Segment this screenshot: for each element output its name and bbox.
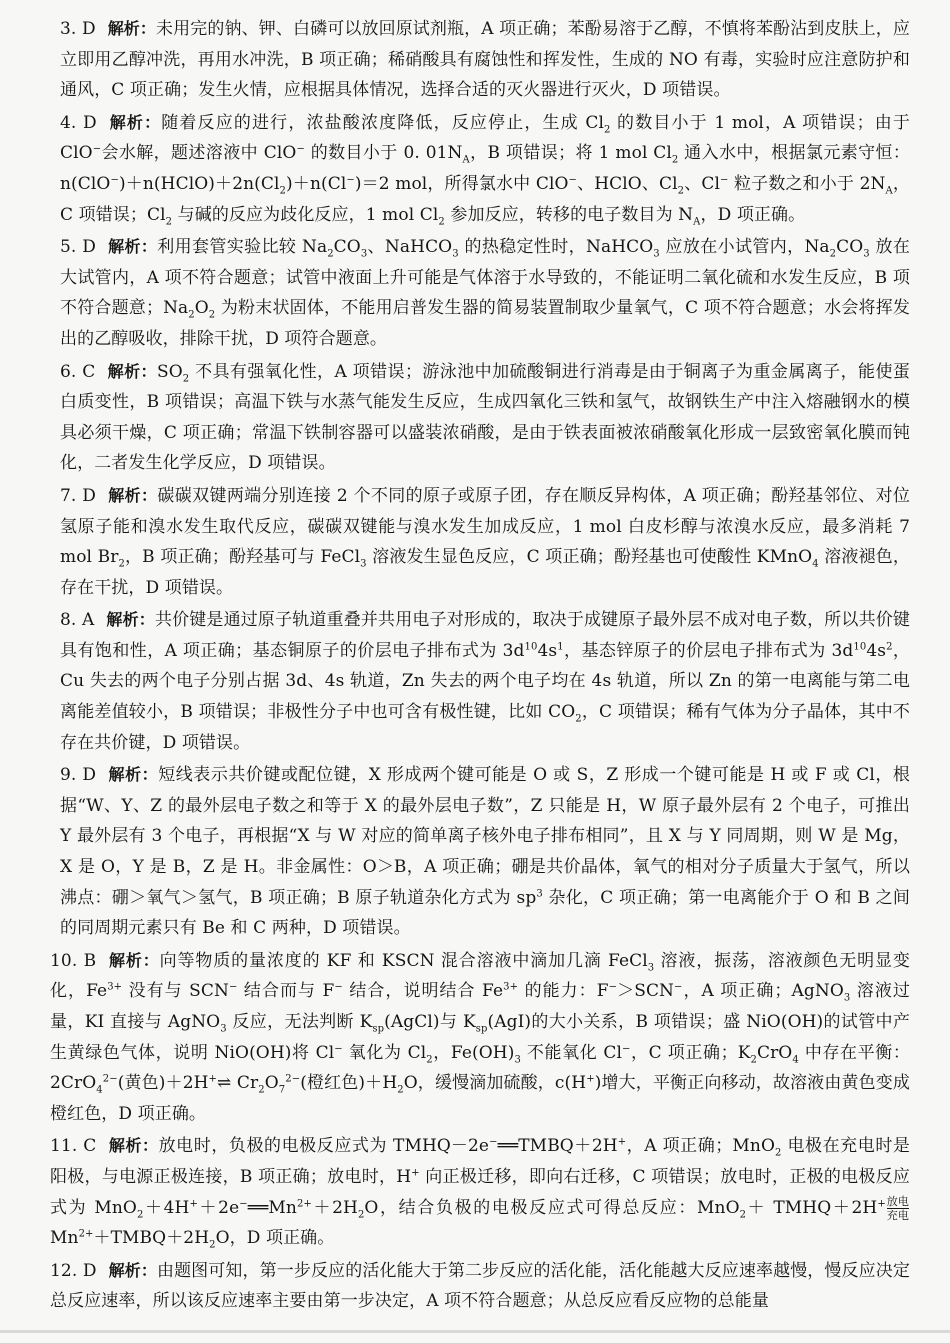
superscript: 2+	[78, 1228, 94, 1240]
analysis-text: 溶液过量，KI 直接与 AgNO	[50, 981, 910, 1032]
subscript: 2	[750, 1053, 757, 1065]
subscript: 2	[118, 558, 125, 570]
analysis-label: 解析：	[107, 485, 158, 505]
analysis-text: O，D 项正确。	[215, 1228, 335, 1249]
answer-number: 5. D	[60, 237, 96, 258]
analysis-text: (AgCl)与 K	[384, 1012, 476, 1032]
analysis-text: 反应，无法判断 K	[226, 1012, 373, 1032]
superscript: 2−	[102, 1073, 118, 1085]
answer-item-8	[32, 605, 910, 758]
answer-number: 7. D	[60, 485, 96, 506]
subscript: 4	[792, 1053, 799, 1065]
answer-paragraph	[60, 357, 910, 479]
subscript: sp	[372, 1023, 385, 1035]
analysis-text: 与碱的反应为歧化反应，1 mol Cl	[172, 204, 439, 225]
superscript: −	[719, 174, 729, 186]
superscript: 2−	[285, 1073, 301, 1085]
answer-item-11	[22, 1131, 910, 1253]
superscript: −	[334, 981, 343, 993]
superscript: +	[189, 1197, 198, 1209]
subscript: 2	[182, 372, 190, 384]
superscript: 2+	[296, 1197, 312, 1209]
analysis-text: ，Fe(OH)	[432, 1042, 515, 1063]
answer-item-6	[32, 357, 910, 479]
superscript: 3+	[503, 981, 519, 993]
analysis-text: 的数目小于 0. 01N	[304, 143, 463, 164]
analysis-label: 解析：	[107, 237, 158, 257]
subscript: A	[885, 185, 893, 197]
answer-paragraph	[50, 1131, 910, 1253]
analysis-text: 粒子数之和小于 2N	[728, 173, 886, 194]
analysis-text: CrO	[756, 1042, 793, 1063]
analysis-text: 杂化，C 项正确；第一电离能介于 O 和 B 之间的同周期元素只有 Be 和 C 两种，D 项错误。	[60, 887, 910, 939]
subscript: 2	[575, 713, 582, 725]
analysis-text: 的能力：F	[518, 981, 609, 1002]
analysis-text: (AgI)的大小关系，B 项错误；盛 NiO(OH)的试管中产生黄绿色气体，说明 NiO(OH)将 Cl	[50, 1012, 911, 1063]
subscript: 3	[653, 248, 660, 260]
answer-item-7	[32, 481, 910, 603]
analysis-text: 不能氧化 Cl	[520, 1042, 623, 1063]
subscript: 2	[604, 124, 611, 136]
superscript: +	[411, 1167, 420, 1179]
analysis-text: ══Mn	[247, 1197, 297, 1218]
superscript: 10	[853, 641, 867, 653]
answer-item-12	[22, 1256, 910, 1317]
analysis-text: 、Cl	[684, 173, 720, 194]
analysis-text: ，A 项正确；AgNO	[682, 981, 844, 1002]
analysis-text: ，B 项正确；酚羟基可与 FeCl	[124, 547, 361, 568]
analysis-text: 会水解，题述溶液中 ClO	[101, 143, 297, 164]
superscript: 2	[886, 641, 893, 653]
superscript: −	[334, 1042, 343, 1054]
subscript: 4	[96, 1084, 103, 1096]
analysis-text: ＋4H	[143, 1197, 190, 1218]
answer-paragraph	[60, 605, 910, 758]
superscript: −	[622, 1042, 631, 1054]
subscript: 2	[739, 1208, 747, 1220]
answer-paragraph	[50, 1256, 910, 1317]
analysis-text: 的数目小于 1 mol，A 项错误；由于 ClO	[60, 112, 910, 164]
analysis-text: 电极在充电时是阳极，与电源正极连接，B 项正确；放电时，H	[50, 1136, 910, 1187]
answer-item-3	[32, 14, 910, 106]
answer-paragraph	[60, 14, 910, 106]
analysis-label: 解析：	[108, 1136, 159, 1156]
analysis-text: 放电时，负极的电极反应式为 TMHQ－2e	[158, 1136, 490, 1157]
analysis-text: 放在大试管内，A 项不符合题意；试管中液面上升可能是气体溶于水导致的，不能证明二氧化硫和水发生反应，B 项不符合题意；Na	[60, 237, 911, 319]
analysis-text: ＋2H	[311, 1197, 358, 1218]
analysis-text: O，结合负极的电极反应式可得总反应：MnO	[364, 1197, 740, 1218]
subscript: 2	[188, 309, 195, 321]
analysis-text: ，基态锌原子的价层电子排布式为 3d	[563, 640, 854, 661]
superscript: −	[296, 143, 305, 155]
analysis-text: 不具有强氧化性，A 项错误；游泳池中加硫酸铜进行消毒是由于铜离子为重金属离子，能使蛋白质变性，B 项错误；高温下铁与水蒸气能发生反应，生成四氧化三铁和氢气，故钢铁生产中注入熔融钢水的模具必须干燥，C 项正确；常温下铁制容器可以盛装浓硝酸，是由于铁表面被浓硝酸氧化形成一层致密氧化膜而钝化，二者发生化学反应，D 项错误。	[60, 361, 910, 474]
analysis-text: 4s	[537, 640, 558, 661]
answer-paragraph	[60, 108, 910, 230]
subscript: 3	[452, 248, 459, 260]
superscript: 3+	[107, 981, 123, 993]
analysis-text: 没有与 SCN	[122, 981, 229, 1002]
superscript: −	[110, 174, 119, 186]
subscript: 3	[220, 1023, 227, 1035]
analysis-text: )＝2 mol，所得氯水中 ClO	[354, 173, 569, 194]
analysis-text: O	[194, 298, 209, 319]
analysis-text: ，D 项正确。	[700, 204, 806, 225]
subscript: 2	[397, 1084, 404, 1096]
analysis-text: 随着反应的进行，浓盐酸浓度降低，反应停止，生成 Cl	[161, 112, 605, 133]
analysis-text: ，C 项正确；K	[630, 1042, 751, 1063]
answer-number: 4. D	[60, 112, 97, 133]
answer-number: 12. D	[50, 1260, 97, 1281]
subscript: 2	[671, 154, 679, 166]
subscript: 2	[438, 215, 445, 227]
analysis-text: Mn	[50, 1228, 79, 1249]
superscript: 3	[536, 887, 543, 899]
answer-paragraph	[50, 946, 910, 1130]
analysis-label: 解析：	[107, 19, 157, 38]
analysis-label: 解析：	[108, 950, 160, 970]
superscript: 1	[557, 641, 564, 653]
subscript: A	[462, 154, 470, 166]
subscript: 3	[360, 248, 368, 260]
subscript: 3	[843, 992, 851, 1004]
answer-item-4	[32, 108, 910, 230]
analysis-text: 4s	[866, 640, 887, 661]
answer-item-9	[32, 760, 910, 944]
subscript: 3	[514, 1053, 521, 1065]
answer-number: 8. A	[60, 610, 95, 631]
superscript: +	[586, 1073, 595, 1085]
superscript: −	[239, 1197, 248, 1209]
analysis-text: ══TMBQ＋2H	[497, 1136, 618, 1157]
subscript: 2	[258, 1084, 265, 1096]
subscript: 2	[327, 248, 334, 260]
answer-paragraph	[60, 232, 910, 354]
answer-item-5	[32, 232, 910, 354]
analysis-text: 溶液褪色，存在干扰，D 项错误。	[60, 547, 910, 598]
subscript: sp	[475, 1023, 488, 1035]
analysis-text: 为粉末状固体，不能用启普发生器的简易装置制取少量氧气，C 项不符合题意；水会将挥发出的乙醇吸收，排除干扰，D 项符合题意。	[60, 298, 911, 349]
analysis-text: (黄色)＋2H	[117, 1073, 209, 1094]
analysis-text: )＋n(HClO)＋2n(Cl	[118, 173, 280, 194]
subscript: 2	[775, 1147, 782, 1159]
superscript: +	[208, 1073, 218, 1085]
subscript: 3	[647, 962, 655, 974]
answer-number: 9. D	[60, 765, 97, 786]
fraction-top: 放电	[886, 1194, 909, 1208]
analysis-text: SO	[156, 361, 183, 382]
analysis-text: 共价键是通过原子轨道重叠并共用电子对形成的，取决于成键原子最外层不成对电子数，所以共价键具有饱和性，A 项正确；基态铜原子的价层电子排布式为 3d	[60, 610, 910, 661]
analysis-text: O	[264, 1073, 279, 1094]
superscript: +	[877, 1197, 886, 1209]
analysis-text: 参加反应，转移的电子数目为 N	[444, 204, 694, 225]
analysis-text: 短线表示共价键或配位键，X 形成两个键可能是 O 或 S，Z 形成一个键可能是 H 或 F 或 Cl，根据“W、Y、Z 的最外层电子数之和等于 X 的最外层电子数”，Z 只能是 H，W 原子最外层有 2 个电子，可推出 Y 最外层有 3 个电子，再根据“X 与 W 对应的简单离子核外电子排布相同”，且 X 与 Y 同周期，则 W 是 Mg，X 是 O，Y 是 B，Z 是 H。非金属性：O＞B，A 项正确；硼是共价晶体，氧气的相对分子质量大于氢气，所以沸点：硼＞氧气＞氢气，B 项正确；B 原子轨道杂化方式为 sp	[60, 765, 910, 908]
superscript: −	[228, 981, 238, 993]
subscript: 2	[426, 1053, 433, 1065]
analysis-label: 解析：	[107, 361, 157, 381]
subscript: 3	[863, 248, 870, 260]
analysis-text: (橙红色)＋H	[300, 1073, 398, 1094]
analysis-text: 中存在平衡：2CrO	[50, 1042, 910, 1094]
analysis-text: ，B 项错误；将 1 mol Cl	[469, 143, 672, 164]
superscript: −	[674, 981, 683, 993]
answer-item-10	[22, 946, 910, 1130]
analysis-text: 、HClO、Cl	[577, 173, 678, 194]
answer-paragraph	[60, 481, 910, 603]
analysis-text: 利用套管实验比较 Na	[157, 237, 328, 258]
subscript: A	[693, 215, 701, 227]
subscript: 2	[677, 185, 685, 197]
subscript: 3	[360, 558, 367, 570]
subscript: 2	[165, 215, 173, 227]
analysis-text: 向正极迁移，即向右迁移，C 项错误；放电时，正极的电极反应式为 MnO	[50, 1166, 910, 1218]
analysis-label: 解析：	[108, 1260, 157, 1280]
analysis-text: CO	[333, 237, 361, 258]
analysis-text: )＋n(Cl	[286, 173, 347, 194]
superscript: −	[346, 174, 355, 186]
analysis-text: ，C 项错误；Cl	[60, 173, 910, 225]
answer-number: 6. C	[60, 361, 96, 382]
subscript: 7	[278, 1084, 286, 1096]
analysis-text: )增大，平衡正向移动，故溶液由黄色变成橙红色，D 项正确。	[50, 1073, 910, 1124]
fraction-bottom: 充电	[886, 1208, 909, 1222]
answer-paragraph	[60, 760, 910, 944]
subscript: 2	[279, 185, 287, 197]
subscript: 2	[208, 309, 216, 321]
analysis-text: 溶液，振荡，溶液颜色无明显变化，Fe	[50, 950, 910, 1002]
analysis-text: 结合，说明结合 Fe	[342, 981, 504, 1002]
analysis-text: 未用完的钠、钾、白磷可以放回原试剂瓶，A 项正确；苯酚易溶于乙醇，不慎将苯酚沾到皮肤上，应立即用乙醇冲洗，再用水冲洗，B 项正确；稀硝酸具有腐蚀性和挥发性，生成的 NO 有毒，实验时应注意防护和通风，C 项正确；发生火情，应根据具体情况，选择合适的灭火器进行灭火，D 项错误。	[60, 19, 910, 101]
superscript: 10	[524, 641, 538, 653]
analysis-text: ＋2e	[197, 1197, 240, 1218]
analysis-text: 向等物质的量浓度的 KF 和 KSCN 混合溶液中滴加几滴 FeCl	[159, 950, 648, 971]
analysis-text: 碳碳双键两端分别连接 2 个不同的原子或原子团，存在顺反异构体，A 项正确；酚羟基邻位、对位氢原子能和溴水发生取代反应，碳碳双键能与溴水发生加成反应，1 mol 白皮杉醇与浓溴水反应，最多消耗 7 mol Br	[60, 485, 911, 568]
analysis-text: 结合而与 F	[237, 981, 335, 1002]
superscript: −	[608, 981, 618, 993]
analysis-text: ，A 项正确；MnO	[626, 1136, 776, 1157]
analysis-text: 应放在小试管内，Na	[659, 237, 830, 258]
reaction-condition-fraction	[887, 1196, 909, 1221]
page-bottom-edge	[0, 1330, 950, 1333]
analysis-text: ＋TMBQ＋2H	[93, 1228, 210, 1249]
superscript: −	[568, 174, 578, 186]
analysis-text: ＞SCN	[617, 981, 675, 1002]
subscript: 2	[209, 1239, 216, 1251]
analysis-text: ，C 项错误；稀有气体为分子晶体，其中不存在共价键，D 项错误。	[60, 702, 910, 753]
analysis-text: ＋ TMHQ＋2H	[746, 1197, 878, 1218]
subscript: 2	[136, 1208, 144, 1220]
analysis-text: 通入水中，根据氯元素守恒：n(ClO	[60, 143, 910, 194]
subscript: 4	[812, 558, 819, 570]
analysis-text: 的热稳定性时，NaHCO	[458, 237, 654, 258]
analysis-text: 由题图可知，第一步反应的活化能大于第二步反应的活化能，活化能越大反应速率越慢，慢反应决定总反应速率，所以该反应速率主要由第一步决定，A 项不符合题意；从总反应看反应物的总能量	[50, 1260, 910, 1312]
analysis-text: 氧化为 Cl	[342, 1042, 427, 1063]
superscript: −	[92, 143, 102, 155]
subscript: 2	[357, 1208, 365, 1220]
answer-number: 3. D	[60, 19, 96, 39]
analysis-label: 解析：	[108, 765, 159, 785]
answer-number: 10. B	[50, 950, 97, 971]
subscript: 2	[829, 248, 837, 260]
analysis-text: 、NaHCO	[367, 237, 453, 258]
analysis-text: O，缓慢滴加硫酸，c(H	[403, 1073, 587, 1094]
superscript: +	[617, 1136, 627, 1148]
analysis-label: 解析：	[108, 112, 162, 132]
superscript: −	[489, 1136, 498, 1148]
analysis-text: 溶液发生显色反应，C 项正确；酚羟基也可使酸性 KMnO	[366, 547, 813, 568]
analysis-text: ，Cu 失去的两个电子分别占据 3d、4s 轨道，Zn 失去的两个电子均在 4s 轨道，所以 Zn 的第一电离能与第二电离能差值较小，B 项错误；非极性分子中也可含有极性键，比如 CO	[60, 640, 911, 723]
analysis-text: ⇌ Cr	[217, 1073, 259, 1094]
analysis-text: CO	[836, 237, 864, 258]
analysis-label: 解析：	[106, 610, 155, 630]
answer-number: 11. C	[50, 1136, 97, 1157]
